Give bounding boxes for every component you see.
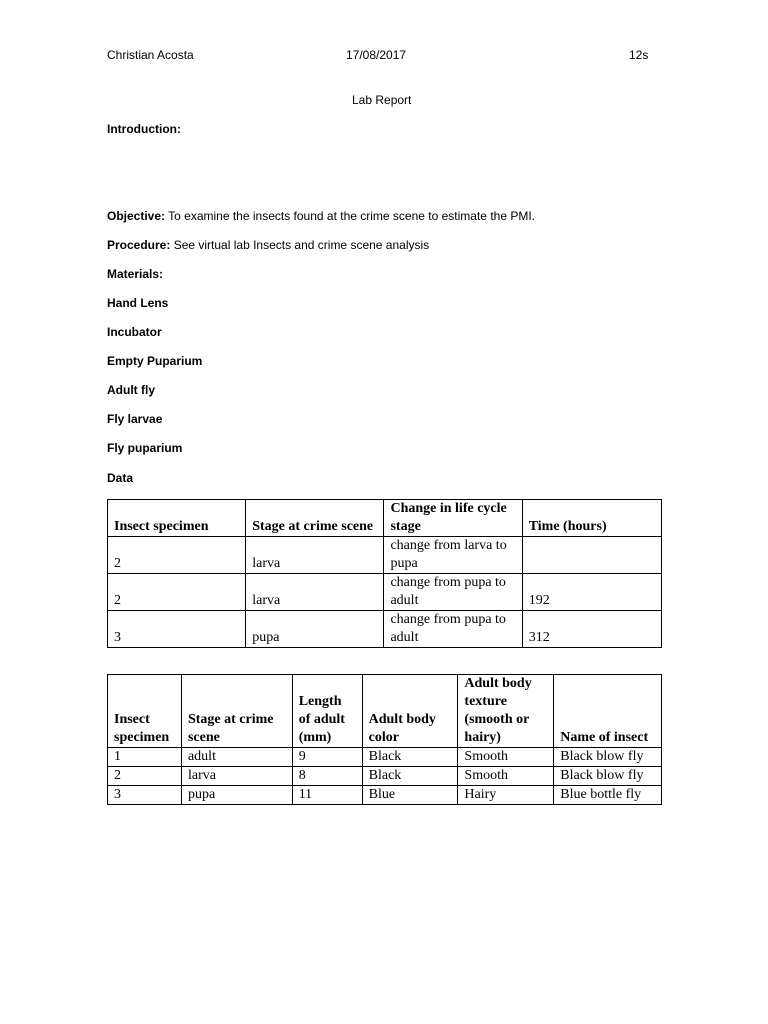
materials-heading: Materials: [107, 267, 164, 281]
table-row [108, 767, 662, 786]
table-cell: 2 [108, 574, 246, 611]
table-cell: Blue [362, 786, 458, 805]
table-cell: 192 [522, 574, 661, 611]
procedure-text: See virtual lab Insects and crime scene analysis [170, 238, 430, 252]
table-cell: 2 [108, 767, 182, 786]
table-cell: Black [362, 748, 458, 767]
procedure-label: Procedure: [107, 238, 171, 252]
data-heading: Data [107, 471, 134, 485]
table-cell: 2 [108, 537, 246, 574]
table-row [108, 786, 662, 805]
table-row [108, 611, 662, 648]
table-cell: 8 [292, 767, 362, 786]
material-item: Incubator [107, 325, 162, 339]
table-row [108, 748, 662, 767]
author-name: Christian Acosta [107, 48, 194, 62]
table-cell: pupa [246, 611, 384, 648]
table-cell: 3 [108, 786, 182, 805]
column-header: Time (hours) [522, 500, 661, 537]
introduction-heading: Introduction: [107, 122, 181, 136]
column-header: Length of adult (mm) [292, 675, 362, 748]
column-header: Insect specimen [108, 675, 182, 748]
table-cell: larva [246, 537, 384, 574]
table-cell: Smooth [458, 767, 554, 786]
column-header: Insect specimen [108, 500, 246, 537]
table-cell: Black blow fly [554, 767, 662, 786]
table-row [108, 537, 662, 574]
procedure-line [107, 238, 429, 252]
material-item: Empty Puparium [107, 354, 203, 368]
column-header: Adult body color [362, 675, 458, 748]
column-header: Stage at crime scene [246, 500, 384, 537]
table-cell: adult [181, 748, 292, 767]
table-cell: larva [246, 574, 384, 611]
material-item: Fly puparium [107, 441, 183, 455]
table-cell: larva [181, 767, 292, 786]
table-header-row [108, 500, 662, 537]
table-header-row [108, 675, 662, 748]
material-item: Hand Lens [107, 296, 169, 310]
table-cell: change from pupa to adult [384, 574, 522, 611]
table-cell: change from larva to pupa [384, 537, 522, 574]
table-row [108, 574, 662, 611]
table-cell: 3 [108, 611, 246, 648]
material-item: Fly larvae [107, 412, 163, 426]
objective-line [107, 209, 535, 223]
table-cell: 1 [108, 748, 182, 767]
table-cell [522, 537, 661, 574]
life-cycle-table [107, 499, 662, 648]
material-item: Adult fly [107, 383, 155, 397]
table-cell: Hairy [458, 786, 554, 805]
objective-label: Objective: [107, 209, 166, 223]
objective-text: To examine the insects found at the crime scene to estimate the PMI. [165, 209, 535, 223]
class-label: 12s [629, 48, 649, 62]
table-cell: Blue bottle fly [554, 786, 662, 805]
insect-identification-table [107, 674, 662, 805]
column-header: Stage at crime scene [181, 675, 292, 748]
report-date: 17/08/2017 [346, 48, 407, 62]
table-cell: pupa [181, 786, 292, 805]
table-cell: Black [362, 767, 458, 786]
table-cell: Smooth [458, 748, 554, 767]
doc-title: Lab Report [352, 93, 412, 107]
table-cell: 312 [522, 611, 661, 648]
table-cell: change from pupa to adult [384, 611, 522, 648]
table-cell: 11 [292, 786, 362, 805]
column-header: Name of insect [554, 675, 662, 748]
column-header: Adult body texture (smooth or hairy) [458, 675, 554, 748]
column-header: Change in life cycle stage [384, 500, 522, 537]
table-cell: 9 [292, 748, 362, 767]
table-cell: Black blow fly [554, 748, 662, 767]
